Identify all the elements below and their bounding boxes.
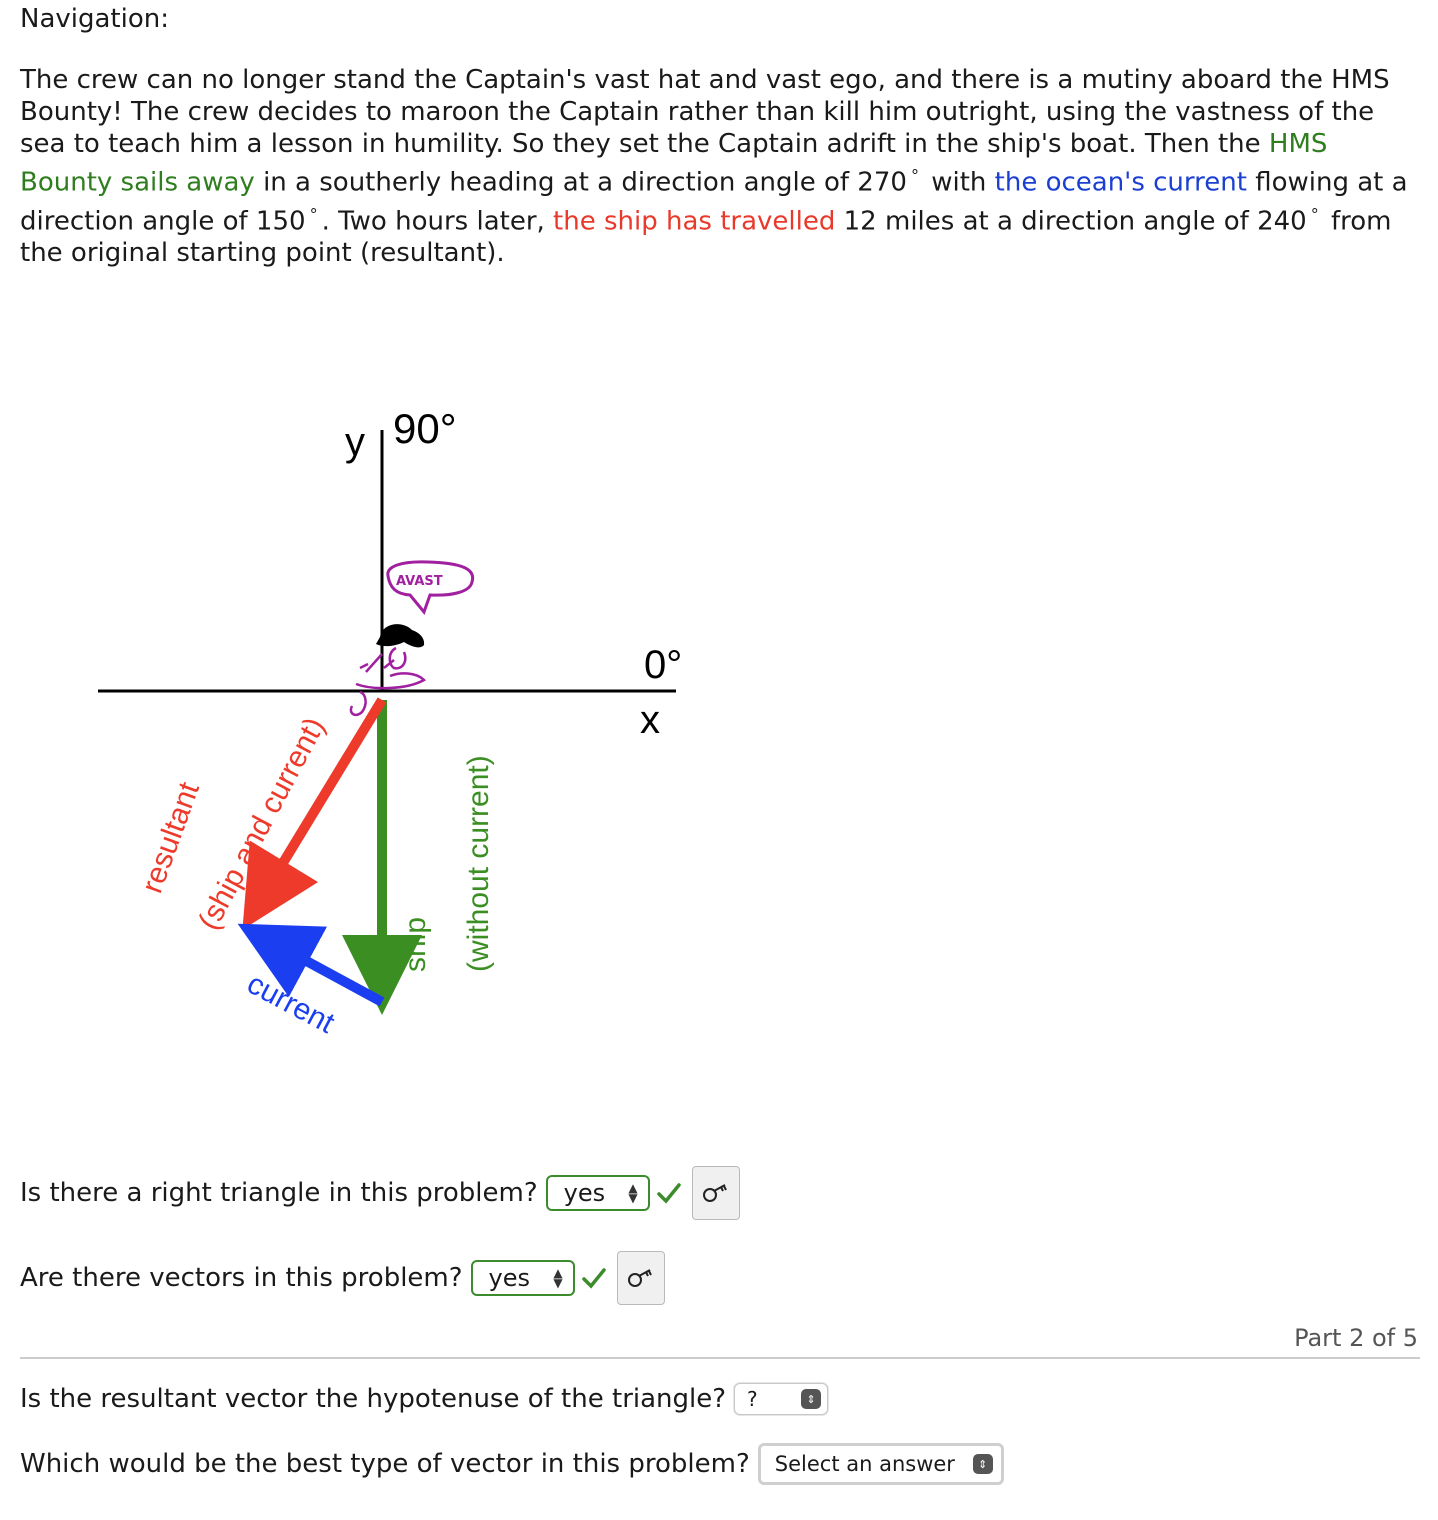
resultant-label: resultant [135,777,206,898]
divider [20,1357,1420,1359]
without-current-label: (without current) [462,755,495,972]
key-icon [626,1267,656,1289]
question-vector-type [20,1443,1004,1485]
problem-heading: Navigation: [20,4,169,34]
question-text: Which would be the best type of vector in this problem? [20,1449,750,1479]
ship-label: ship [399,916,432,972]
select-value: ? [747,1387,758,1411]
captain-boat-icon [351,624,424,715]
speech-bubble-icon [388,562,473,612]
question-vectors [20,1251,665,1305]
y-axis-label: y [345,420,365,464]
question-text: Is there a right triangle in this problem? [20,1178,538,1208]
problem-statement [20,64,1420,269]
question-text: Are there vectors in this problem? [20,1263,463,1293]
problem-text-5: . Two hours later, [321,206,554,237]
problem-text-4: flowing at a direction angle of 150 [20,167,1408,237]
updown-arrows-icon: ▲ ▼ [553,1266,563,1290]
question-right-triangle [20,1166,740,1220]
question-hypotenuse [20,1383,828,1415]
highlight-ocean-current: the ocean's current [994,167,1247,198]
problem-text-3: with [922,167,995,198]
degree-symbol: ° [1310,204,1319,224]
highlight-ship-sails: HMS Bounty sails away [20,129,1328,198]
answer-select-vector-type[interactable] [758,1443,1004,1485]
angle-90-label: 90° [393,405,457,452]
angle-0-label: 0° [644,643,683,687]
part-indicator: Part 2 of 5 [1294,1324,1418,1352]
speech-bubble-text: AVAST [396,574,443,589]
updown-arrows-icon: ▲ ▼ [628,1181,638,1205]
checkmark-icon [581,1267,607,1289]
question-text: Is the resultant vector the hypotenuse of the triangle? [20,1384,727,1414]
answer-select-vectors[interactable] [471,1260,575,1296]
degree-symbol: ° [309,204,318,224]
answer-select-hypotenuse[interactable] [734,1383,828,1415]
checkmark-icon [656,1182,682,1204]
select-value: Select an answer [774,1452,955,1476]
select-arrows-icon: ⇕ [801,1389,821,1409]
problem-text-6: 12 miles at a direction angle of 240 [835,206,1307,237]
select-value: yes [488,1264,531,1292]
answer-select-right-triangle[interactable] [546,1175,650,1211]
vector-diagram [0,380,760,1080]
select-value: yes [563,1179,606,1207]
ship-and-current-label: (ship and current) [192,712,332,936]
problem-text-2: in a southerly heading at a direction angle of 270 [254,167,907,198]
problem-text-1: The crew can no longer stand the Captain's vast hat and vast ego, and there is a mutiny aboard the HMS Bounty! The crew decides to maroon the Captain rather than kill him outright, using the vastness of the sea to teach him a lesson in humility. So they set the Captain adrift in the ship's boat. Then the [20,65,1390,159]
problem-text-7: from the original starting point (resultant). [20,206,1392,269]
x-axis-label: x [640,698,660,742]
key-icon [701,1182,731,1204]
show-answer-button[interactable] [692,1166,740,1220]
show-answer-button[interactable] [617,1251,665,1305]
degree-symbol: ° [910,166,919,185]
current-label: current [241,967,340,1041]
highlight-ship-travelled: the ship has travelled [553,206,836,237]
select-arrows-icon: ⇕ [973,1454,993,1474]
